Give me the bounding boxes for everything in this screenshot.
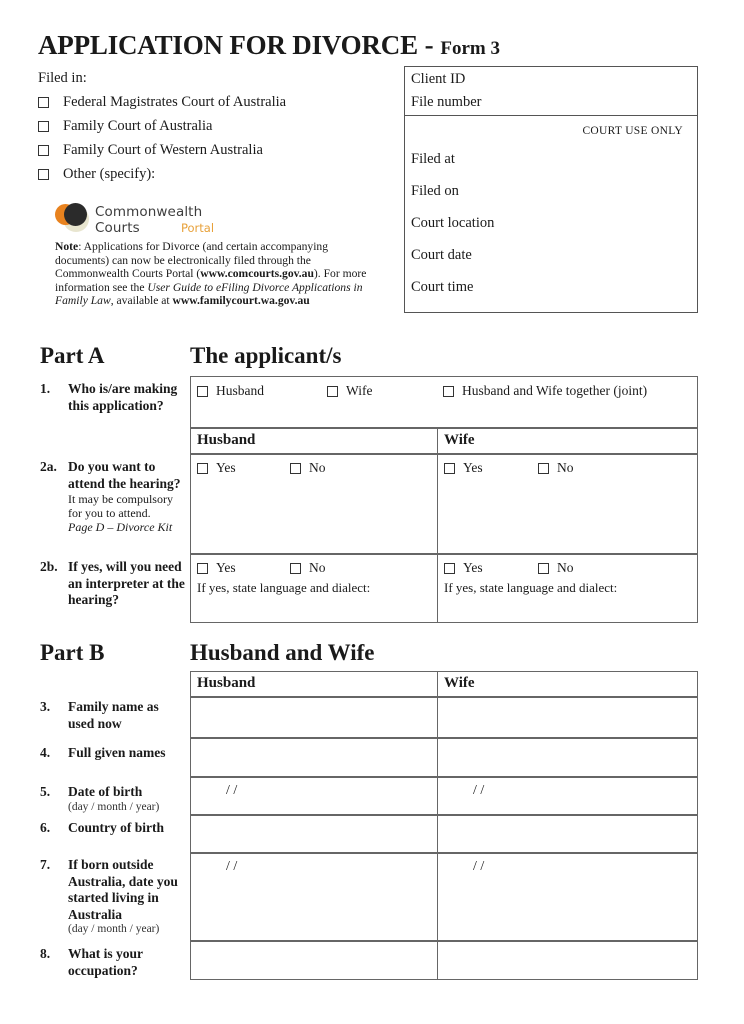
filed-in-option-federal-magistrates[interactable] xyxy=(38,94,388,118)
checkbox-icon[interactable] xyxy=(197,563,208,574)
court-use-only-label: COURT USE ONLY xyxy=(582,125,683,137)
question-2a-label xyxy=(68,459,186,534)
question-7-number: 7. xyxy=(40,857,51,872)
page-title-main: APPLICATION FOR DIVORCE xyxy=(38,30,418,60)
question-7-label xyxy=(68,857,186,936)
question-3-number: 3. xyxy=(40,699,51,714)
q2b-husband-yes[interactable] xyxy=(197,560,236,576)
column-divider xyxy=(437,555,438,622)
q3-wife-input[interactable] xyxy=(438,698,697,737)
question-6-number: 6. xyxy=(40,820,51,835)
part-b-column-header-row xyxy=(190,671,698,697)
question-8-number: 8. xyxy=(40,946,51,961)
file-number-label: File number xyxy=(411,94,482,110)
filed-in-options xyxy=(38,94,388,190)
checkbox-icon[interactable] xyxy=(444,563,455,574)
checkbox-icon[interactable] xyxy=(197,463,208,474)
q7-wife-date-marks[interactable]: / / xyxy=(473,859,485,874)
checkbox-icon[interactable] xyxy=(443,386,454,397)
question-5-sub: (day / month / year) xyxy=(68,800,160,813)
checkbox-icon[interactable] xyxy=(290,463,301,474)
q2a-option-label: No xyxy=(309,460,326,475)
part-b-label: Part B xyxy=(40,640,105,665)
part-a-header-husband: Husband xyxy=(197,432,256,448)
question-6-label: Country of birth xyxy=(68,820,165,835)
question-2b-answer-box xyxy=(190,554,698,623)
q2a-option-label: No xyxy=(557,460,574,475)
question-7-answer-box xyxy=(190,853,698,941)
column-divider xyxy=(437,672,438,696)
q1-option-wife[interactable] xyxy=(327,383,372,399)
part-a-column-header-row xyxy=(190,428,698,454)
q2b-option-label: No xyxy=(309,560,326,575)
note-url-comcourts: www.comcourts.gov.au xyxy=(200,267,314,281)
question-8-label: What is your occupation? xyxy=(68,946,143,978)
commonwealth-courts-portal-logo xyxy=(55,202,235,236)
filed-in-label: Filed in: xyxy=(38,70,87,86)
part-a-title: The applicant/s xyxy=(190,343,342,368)
q2a-wife-no[interactable] xyxy=(538,460,574,476)
note-body-1: : Applications for Divorce (and certain accompanying documents) can now be electronically filed through the Commonwealth Courts Portal ( xyxy=(55,240,329,281)
checkbox-icon[interactable] xyxy=(197,386,208,397)
client-id-label: Client ID xyxy=(411,71,466,87)
filed-in-option-label: Family Court of Western Australia xyxy=(63,142,263,158)
checkbox-icon[interactable] xyxy=(327,386,338,397)
question-3-label: Family name as used now xyxy=(68,699,159,731)
court-field-filed-at: Filed at xyxy=(411,151,455,167)
column-divider xyxy=(437,854,438,940)
court-field-court-time: Court time xyxy=(411,279,474,295)
q8-wife-input[interactable] xyxy=(438,942,697,979)
q2a-husband-no[interactable] xyxy=(290,460,326,476)
checkbox-icon[interactable] xyxy=(38,121,49,132)
q7-husband-date-marks[interactable]: / / xyxy=(226,859,238,874)
filed-in-option-label: Family Court of Australia xyxy=(63,118,213,134)
q2b-wife-no[interactable] xyxy=(538,560,574,576)
logo-circles-icon xyxy=(55,202,91,234)
question-8-answer-box xyxy=(190,941,698,980)
filed-in-option-other[interactable] xyxy=(38,166,388,190)
court-use-only-box xyxy=(404,66,698,313)
client-file-section xyxy=(405,67,697,116)
q2b-husband-no[interactable] xyxy=(290,560,326,576)
question-2a-sub: It may be compulsory for you to attend. xyxy=(68,492,173,520)
part-b-header-wife: Wife xyxy=(444,675,475,691)
q2a-wife-yes[interactable] xyxy=(444,460,483,476)
note-body-2: ). For more information see the xyxy=(55,267,367,294)
question-6-answer-box xyxy=(190,815,698,853)
question-2a-number: 2a. xyxy=(40,459,57,474)
question-4-label: Full given names xyxy=(68,745,166,760)
question-5-answer-box xyxy=(190,777,698,815)
q2b-option-label: Yes xyxy=(216,560,236,575)
checkbox-icon[interactable] xyxy=(290,563,301,574)
checkbox-icon[interactable] xyxy=(38,169,49,180)
question-2a-answer-box xyxy=(190,454,698,554)
checkbox-icon[interactable] xyxy=(444,463,455,474)
question-4-answer-box xyxy=(190,738,698,777)
question-5-label xyxy=(68,784,186,814)
question-7-text: If born outside Australia, date you started living in Australia xyxy=(68,857,178,922)
q2b-wife-language-prompt: If yes, state language and dialect: xyxy=(444,580,618,595)
question-4-number: 4. xyxy=(40,745,51,760)
part-b-title: Husband and Wife xyxy=(190,640,375,665)
filed-in-option-family-court-wa[interactable] xyxy=(38,142,388,166)
question-2b-number: 2b. xyxy=(40,559,58,574)
page-title xyxy=(38,30,500,61)
court-field-court-date: Court date xyxy=(411,247,472,263)
question-5-number: 5. xyxy=(40,784,51,799)
note-guide-title: User Guide to eFiling Divorce Applications in Family Law xyxy=(55,280,363,308)
column-divider xyxy=(437,429,438,453)
question-1-label: Who is/are making this application? xyxy=(68,381,178,413)
q5-wife-date-marks[interactable]: / / xyxy=(473,783,485,798)
q2b-option-label: Yes xyxy=(463,560,483,575)
q1-option-label: Husband and Wife together (joint) xyxy=(462,383,648,398)
question-3-answer-box xyxy=(190,697,698,738)
filed-in-option-family-court-australia[interactable] xyxy=(38,118,388,142)
electronic-filing-note xyxy=(55,240,380,308)
question-2a-text: Do you want to attend the hearing? xyxy=(68,459,181,491)
part-a-header-wife: Wife xyxy=(444,432,475,448)
note-lead: Note xyxy=(55,240,79,253)
column-divider xyxy=(437,455,438,553)
q1-option-husband[interactable] xyxy=(197,383,264,399)
part-b-header-husband: Husband xyxy=(197,675,256,691)
court-field-filed-on: Filed on xyxy=(411,183,459,199)
q2b-husband-language-prompt: If yes, state language and dialect: xyxy=(197,580,371,595)
question-2b-label: If yes, will you need an interpreter at the hearing? xyxy=(68,559,185,607)
q2b-option-label: No xyxy=(557,560,574,575)
q4-husband-input[interactable] xyxy=(191,739,436,776)
part-a-label: Part A xyxy=(40,343,105,368)
logo-dark-circle-icon xyxy=(64,203,87,226)
column-divider xyxy=(437,778,438,814)
q2a-option-label: Yes xyxy=(463,460,483,475)
question-1-answer-box xyxy=(190,376,698,428)
q1-option-label: Husband xyxy=(216,383,264,398)
filed-in-option-label: Other (specify): xyxy=(63,166,156,182)
q5-husband-date-marks[interactable]: / / xyxy=(226,783,238,798)
checkbox-icon[interactable] xyxy=(538,463,549,474)
page-title-form-number: Form 3 xyxy=(440,38,500,59)
q2b-wife-yes[interactable] xyxy=(444,560,483,576)
question-1-number: 1. xyxy=(40,381,51,396)
filed-in-option-label: Federal Magistrates Court of Australia xyxy=(63,94,287,110)
page-title-dash: - xyxy=(417,30,441,60)
q6-husband-input[interactable] xyxy=(191,816,436,852)
note-url-familycourt: www.familycourt.wa.gov.au xyxy=(172,294,310,308)
q4-wife-input[interactable] xyxy=(438,739,697,776)
logo-text-sub: Portal xyxy=(181,221,215,235)
q6-wife-input[interactable] xyxy=(438,816,697,852)
checkbox-icon[interactable] xyxy=(538,563,549,574)
checkbox-icon[interactable] xyxy=(38,145,49,156)
q1-option-label: Wife xyxy=(346,383,373,398)
court-field-court-location: Court location xyxy=(411,215,495,231)
q2a-husband-yes[interactable] xyxy=(197,460,236,476)
question-5-text: Date of birth xyxy=(68,784,143,799)
q2a-option-label: Yes xyxy=(216,460,236,475)
question-7-sub: (day / month / year) xyxy=(68,923,160,935)
logo-text-main: Commonwealth Courts xyxy=(95,204,203,236)
note-body-3: , available at xyxy=(110,294,173,308)
q8-husband-input[interactable] xyxy=(191,942,436,979)
question-2a-sub-italic: Page D – Divorce Kit xyxy=(68,520,173,534)
q3-husband-input[interactable] xyxy=(191,698,436,737)
q1-option-joint[interactable] xyxy=(443,383,647,399)
checkbox-icon[interactable] xyxy=(38,97,49,108)
